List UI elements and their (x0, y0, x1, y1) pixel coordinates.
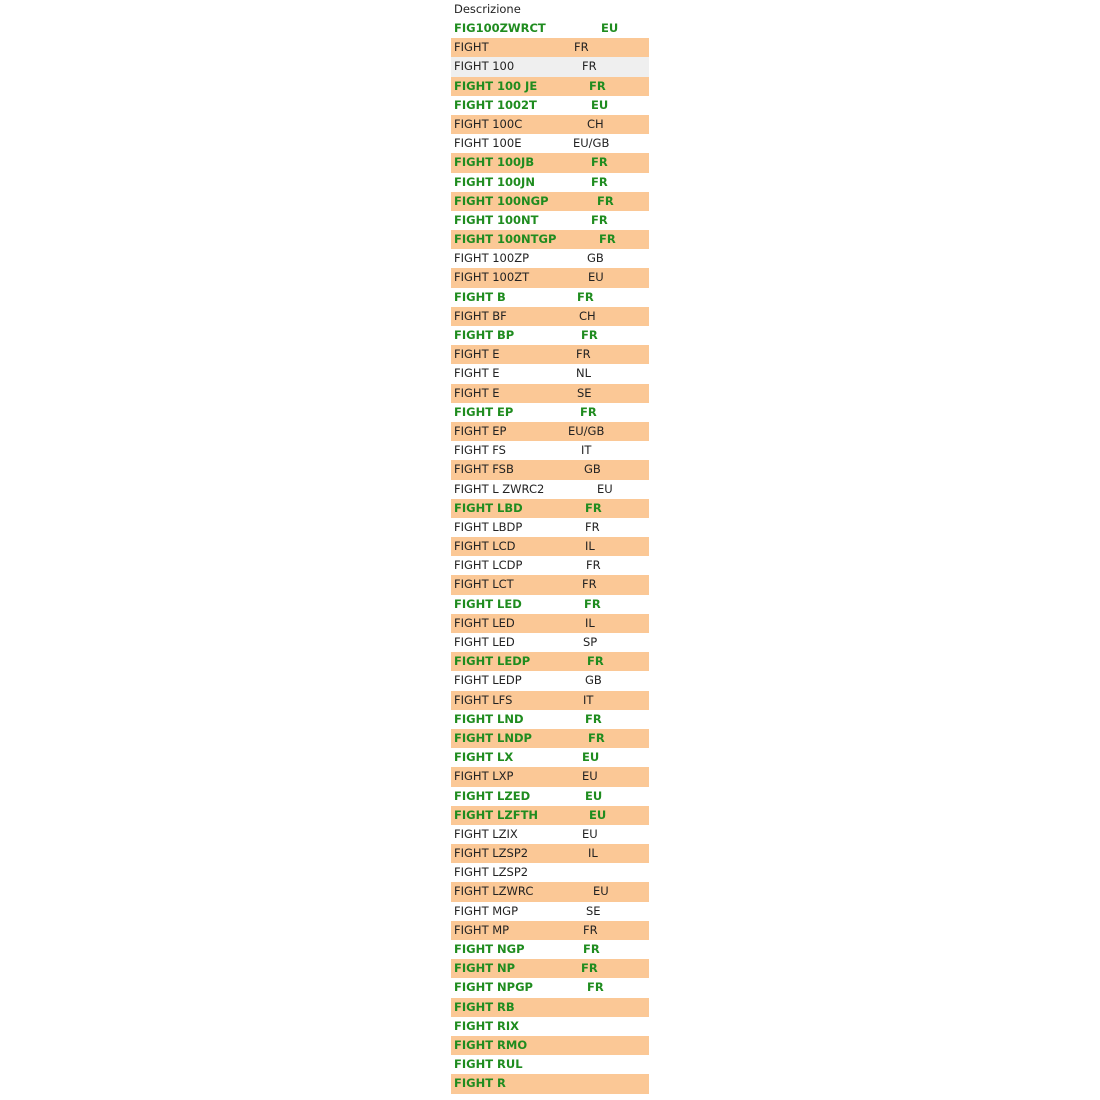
item-country-code: EU/GB (568, 423, 605, 438)
list-item[interactable] (451, 249, 649, 268)
item-country-code: FR (588, 730, 605, 745)
item-country-code: GB (587, 251, 604, 266)
list-item[interactable] (451, 173, 649, 192)
list-item[interactable] (451, 1055, 649, 1074)
item-country-code: CH (579, 308, 596, 323)
list-item[interactable] (451, 134, 649, 153)
item-description: FIGHT NGP (454, 942, 525, 956)
item-country-code: EU (582, 750, 600, 765)
item-country-code: EU (582, 826, 598, 841)
list-item[interactable] (451, 882, 649, 901)
item-country-code: FR (585, 500, 602, 515)
item-country-code: FR (576, 347, 591, 362)
item-country-code: EU (597, 481, 613, 496)
list-item[interactable] (451, 959, 649, 978)
item-description: FIGHT LED (454, 615, 515, 630)
item-description: FIGHT MGP (454, 903, 519, 918)
item-country-code: SE (586, 903, 601, 918)
item-country-code: IT (581, 443, 592, 458)
item-description: FIGHT LBDP (454, 519, 523, 534)
item-country-code: IL (588, 846, 598, 861)
item-description: FIGHT 100NT (454, 212, 539, 227)
item-description: FIGHT 100NTGP (454, 232, 557, 247)
item-country-code: FR (580, 404, 597, 419)
item-description: FIGHT LZSP2 (454, 846, 529, 861)
item-country-code: FR (581, 328, 598, 342)
list-item[interactable] (451, 115, 649, 134)
list-item[interactable] (451, 192, 649, 211)
item-country-code: CH (587, 116, 604, 131)
item-country-code: IL (585, 539, 595, 554)
list-item[interactable] (451, 691, 649, 710)
item-description: FIGHT LZIX (454, 826, 518, 841)
item-description: FIGHT B (454, 289, 506, 304)
list-item[interactable] (451, 518, 649, 537)
list-item[interactable] (451, 403, 649, 422)
list-item[interactable] (451, 364, 649, 383)
item-description: FIGHT LCT (454, 577, 514, 592)
list-item[interactable] (451, 787, 649, 806)
item-description: FIGHT E (454, 347, 500, 362)
list-item[interactable] (451, 288, 649, 307)
item-country-code: EU (588, 270, 604, 285)
list-item[interactable] (451, 710, 649, 729)
item-description: FIGHT NP (454, 961, 516, 976)
item-country-code: SP (583, 635, 598, 649)
list-item[interactable] (451, 806, 649, 825)
list-item[interactable] (451, 729, 649, 748)
item-country-code: NL (576, 366, 592, 381)
item-description: FIGHT BF (454, 308, 507, 323)
item-description: FIGHT 100JN (454, 174, 535, 189)
list-item[interactable] (451, 844, 649, 863)
list-item[interactable] (451, 422, 649, 441)
list-item[interactable] (451, 77, 649, 96)
item-country-code: EU/GB (573, 136, 610, 151)
item-description: FIGHT LND (454, 711, 524, 726)
list-item[interactable] (451, 748, 649, 767)
item-description: FIGHT LZWRC (454, 884, 534, 899)
item-country-code: FR (587, 980, 604, 995)
item-country-code: FR (591, 155, 608, 170)
item-description: FIGHT 100NGP (454, 193, 549, 208)
item-country-code: FR (589, 78, 606, 93)
item-country-code: EU (585, 788, 603, 803)
list-item[interactable] (451, 978, 649, 997)
item-country-code: GB (584, 462, 601, 477)
item-description: FIGHT 100C (454, 116, 523, 131)
item-description: FIGHT 100 (454, 59, 515, 74)
list-item[interactable] (451, 940, 649, 959)
item-description: FIGHT LZFTH (454, 807, 539, 822)
list-item[interactable] (451, 614, 649, 633)
list-item[interactable] (451, 460, 649, 479)
list-item[interactable] (451, 384, 649, 403)
item-description: FIGHT RB (454, 999, 515, 1014)
list-item[interactable] (451, 307, 649, 326)
item-description: FIGHT RUL (454, 1057, 523, 1072)
item-country-code: SE (577, 385, 592, 400)
list-item[interactable] (451, 1074, 649, 1093)
item-country-code: EU (591, 97, 609, 112)
list-item[interactable] (451, 1036, 649, 1055)
item-description: FIGHT RMO (454, 1037, 528, 1052)
item-country-code: FR (599, 232, 616, 247)
item-description: FIGHT E (454, 366, 500, 381)
item-description: FIGHT RIX (454, 1018, 520, 1033)
item-country-code: FR (582, 577, 597, 592)
item-country-code: FR (581, 961, 598, 976)
item-description: FIGHT LXP (454, 769, 514, 784)
item-country-code: IT (583, 692, 594, 707)
list-item[interactable] (451, 1017, 649, 1036)
list-rows (451, 19, 649, 1094)
list-item[interactable] (451, 57, 649, 76)
list-item[interactable] (451, 537, 649, 556)
item-description: FIGHT NPGP (454, 980, 533, 995)
item-country-code: FR (586, 558, 601, 573)
item-description: FIG100ZWRCT (454, 21, 546, 35)
list-item[interactable] (451, 345, 649, 364)
item-description: FIGHT MP (454, 922, 510, 937)
list-item[interactable] (451, 38, 649, 57)
item-country-code: EU (601, 21, 619, 35)
item-description: FIGHT LBD (454, 500, 523, 515)
item-description: FIGHT LNDP (454, 730, 532, 745)
item-description: FIGHT 100E (454, 136, 522, 151)
item-description: FIGHT LZED (454, 788, 531, 803)
list-item[interactable] (451, 499, 649, 518)
item-description: FIGHT LFS (454, 692, 513, 707)
item-country-code: FR (587, 654, 604, 669)
list-item[interactable] (451, 863, 649, 882)
list-item[interactable] (451, 556, 649, 575)
list-item[interactable] (451, 480, 649, 499)
item-country-code: GB (585, 673, 602, 688)
list-item[interactable] (451, 671, 649, 690)
item-country-code: FR (584, 596, 601, 611)
item-country-code: FR (583, 942, 600, 956)
item-description: FIGHT 100 JE (454, 78, 538, 93)
item-description: FIGHT LCD (454, 539, 516, 554)
list-item[interactable] (451, 921, 649, 940)
item-description: FIGHT LX (454, 750, 514, 765)
list-item[interactable] (451, 230, 649, 249)
item-description: FIGHT BP (454, 328, 515, 342)
list-item[interactable] (451, 268, 649, 287)
list-item[interactable] (451, 441, 649, 460)
list-item[interactable] (451, 595, 649, 614)
product-list (451, 0, 649, 1094)
item-country-code: FR (583, 922, 598, 937)
item-description: FIGHT 1002T (454, 97, 537, 112)
item-country-code: FR (574, 40, 589, 55)
item-country-code: EU (589, 807, 607, 822)
item-country-code: FR (597, 193, 614, 208)
item-description: FIGHT R (454, 1076, 506, 1091)
item-description: FIGHT 100JB (454, 155, 535, 170)
item-description: FIGHT L ZWRC2 (454, 481, 545, 496)
item-country-code: EU (582, 769, 598, 784)
item-country-code: IL (585, 615, 595, 630)
item-country-code: FR (585, 711, 602, 726)
list-item[interactable] (451, 326, 649, 345)
item-country-code: FR (577, 289, 594, 304)
item-country-code: FR (585, 519, 600, 534)
list-item[interactable] (451, 998, 649, 1017)
list-item[interactable] (451, 652, 649, 671)
item-country-code: FR (591, 212, 608, 227)
list-item[interactable] (451, 19, 649, 38)
item-country-code: FR (582, 59, 597, 74)
list-item[interactable] (451, 211, 649, 230)
list-item[interactable] (451, 767, 649, 786)
item-country-code: EU (593, 884, 609, 899)
item-description: FIGHT 100ZP (454, 251, 530, 266)
item-description: FIGHT LEDP (454, 673, 522, 688)
item-description: FIGHT EP (454, 404, 514, 419)
list-item[interactable] (451, 633, 649, 652)
item-description: FIGHT 100ZT (454, 270, 530, 285)
item-description: FIGHT LED (454, 635, 515, 649)
item-description: FIGHT E (454, 385, 500, 400)
item-description: FIGHT (454, 40, 489, 55)
item-description: FIGHT EP (454, 423, 507, 438)
item-description: FIGHT LEDP (454, 654, 531, 669)
item-description: FIGHT LCDP (454, 558, 523, 573)
list-item[interactable] (451, 575, 649, 594)
item-description: FIGHT LED (454, 596, 522, 611)
item-description: FIGHT FSB (454, 462, 514, 477)
item-country-code: FR (591, 174, 608, 189)
item-description: FIGHT FS (454, 443, 506, 458)
item-description: FIGHT LZSP2 (454, 865, 529, 880)
list-item[interactable] (451, 825, 649, 844)
list-item[interactable] (451, 153, 649, 172)
column-header-descrizione: Descrizione (454, 2, 521, 16)
list-item[interactable] (451, 96, 649, 115)
list-item[interactable] (451, 902, 649, 921)
